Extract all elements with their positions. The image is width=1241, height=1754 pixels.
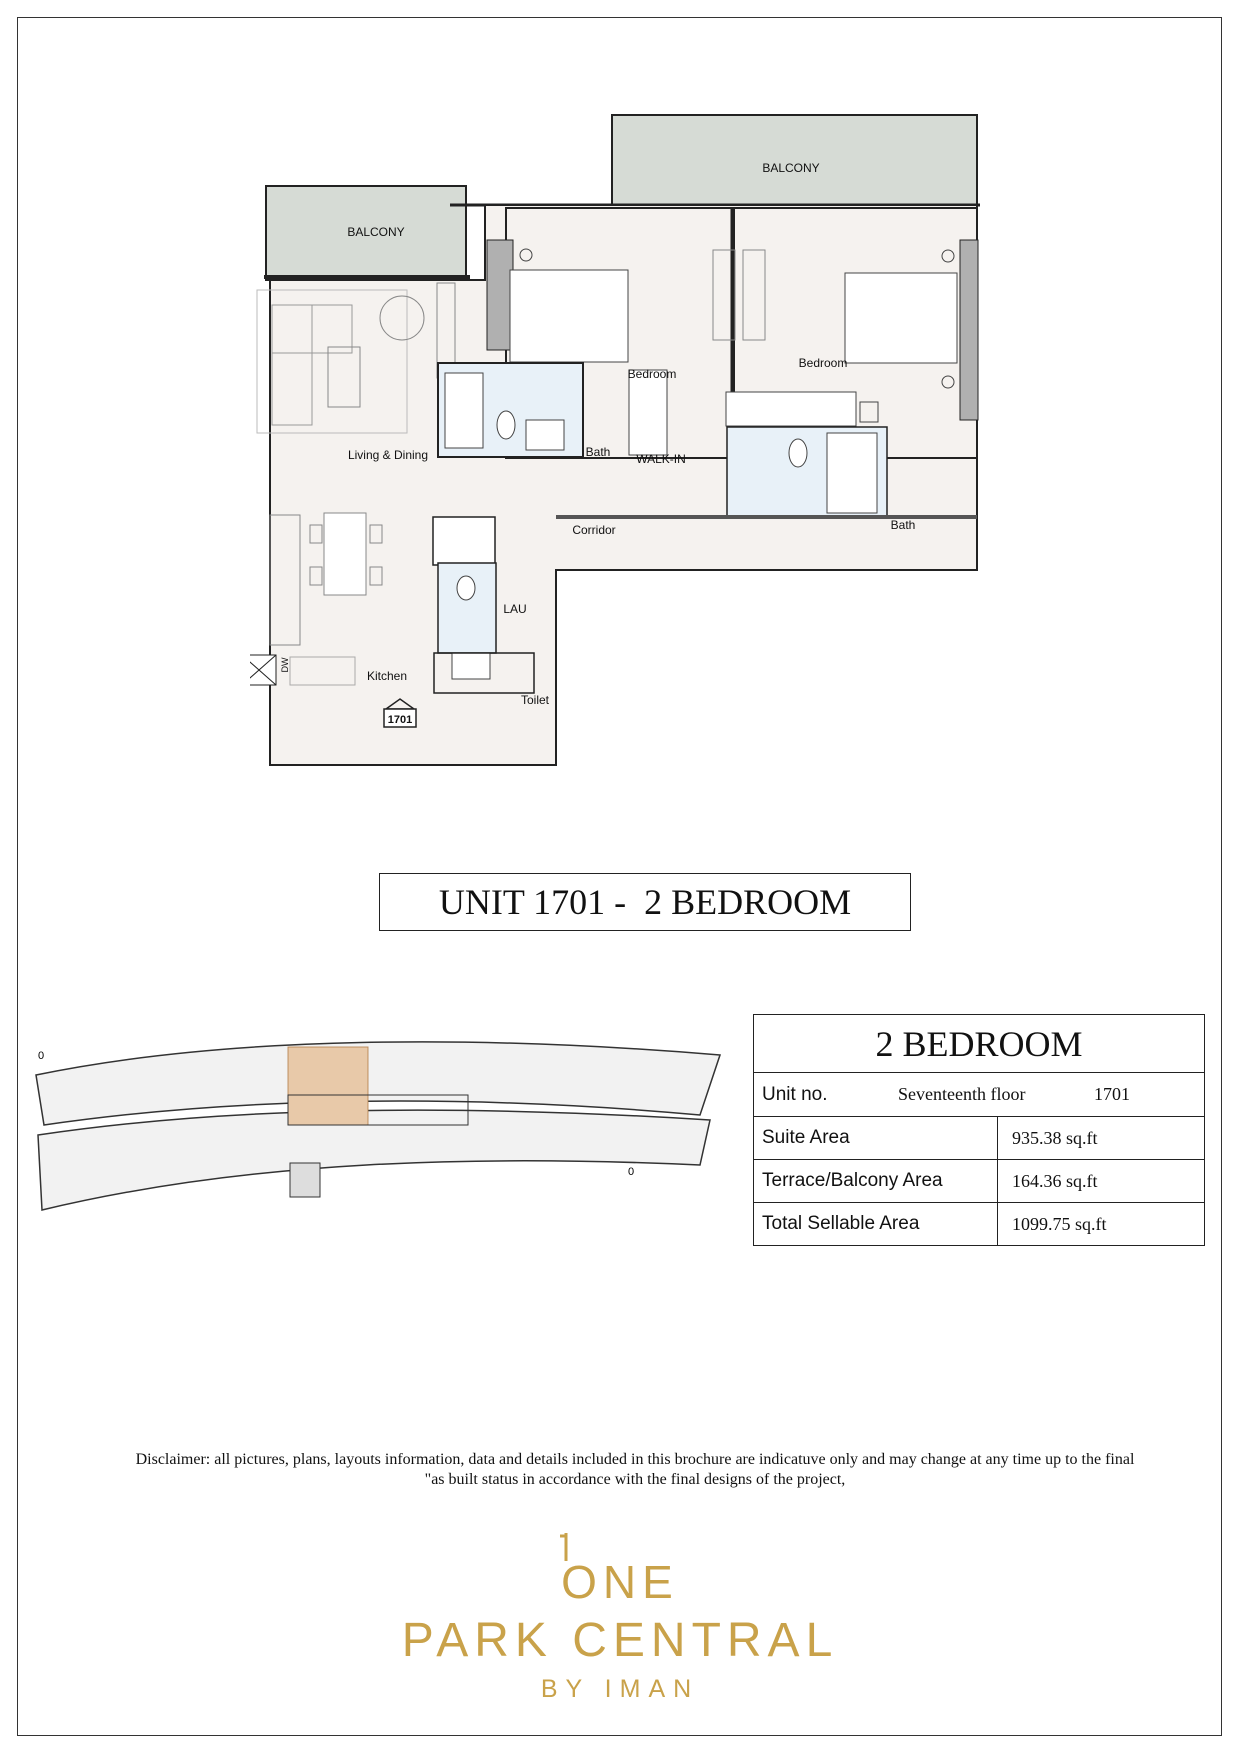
keyplan-marker-left: 0 — [38, 1050, 45, 1062]
logo-line-2: PARK CENTRAL — [401, 1614, 839, 1667]
balcony-right-label: BALCONY — [762, 161, 820, 175]
row-value: 935.38 sq.ft — [998, 1117, 1205, 1160]
unit-no-label: Unit no. — [762, 1083, 828, 1105]
bath-1-label: Bath — [585, 445, 611, 459]
unit-title: UNIT 1701 - 2 BEDROOM — [379, 873, 911, 931]
table-row — [754, 1160, 1205, 1203]
bedroom-1-label: Bedroom — [627, 367, 677, 381]
unit-no-value: 1701 — [1094, 1084, 1130, 1104]
walkin-label: WALK-IN — [636, 452, 686, 466]
row-value: 164.36 sq.ft — [998, 1160, 1205, 1203]
floor-plan — [250, 105, 990, 825]
kitchen-label: Kitchen — [366, 669, 408, 683]
spec-heading: 2 BEDROOM — [754, 1015, 1205, 1073]
entry-tag-label: 1701 — [387, 714, 413, 726]
bath-2-label: Bath — [890, 518, 916, 532]
unit-no-row — [754, 1073, 1205, 1117]
key-plan — [30, 1035, 740, 1230]
disclaimer-line-2: "as built status in accordance with the final designs of the project, — [424, 1471, 846, 1488]
logo-line-1: ONE — [561, 1556, 679, 1608]
brand-logo — [370, 1525, 870, 1715]
row-value: 1099.75 sq.ft — [998, 1203, 1205, 1246]
row-label: Total Sellable Area — [754, 1203, 998, 1246]
corridor-label: Corridor — [572, 523, 616, 537]
toilet-label: Toilet — [520, 693, 550, 707]
table-row — [754, 1117, 1205, 1160]
living-label: Living & Dining — [347, 448, 429, 462]
dw-label: DW — [280, 657, 290, 673]
logo-line-3: BY IMAN — [540, 1675, 700, 1703]
spec-table — [753, 1014, 1205, 1246]
table-row — [754, 1203, 1205, 1246]
balcony-left-label: BALCONY — [347, 225, 405, 239]
floor-value: Seventeenth floor — [898, 1084, 1026, 1104]
row-label: Suite Area — [754, 1117, 998, 1160]
disclaimer-line-1: Disclaimer: all pictures, plans, layouts information, data and details included in this brochure are indicatuve only and may change at any time up to the final — [135, 1451, 1135, 1468]
bedroom-2-label: Bedroom — [798, 356, 848, 370]
lau-label: LAU — [503, 602, 527, 616]
keyplan-marker-right: 0 — [628, 1166, 635, 1178]
disclaimer — [60, 1450, 1210, 1490]
row-label: Terrace/Balcony Area — [754, 1160, 998, 1203]
